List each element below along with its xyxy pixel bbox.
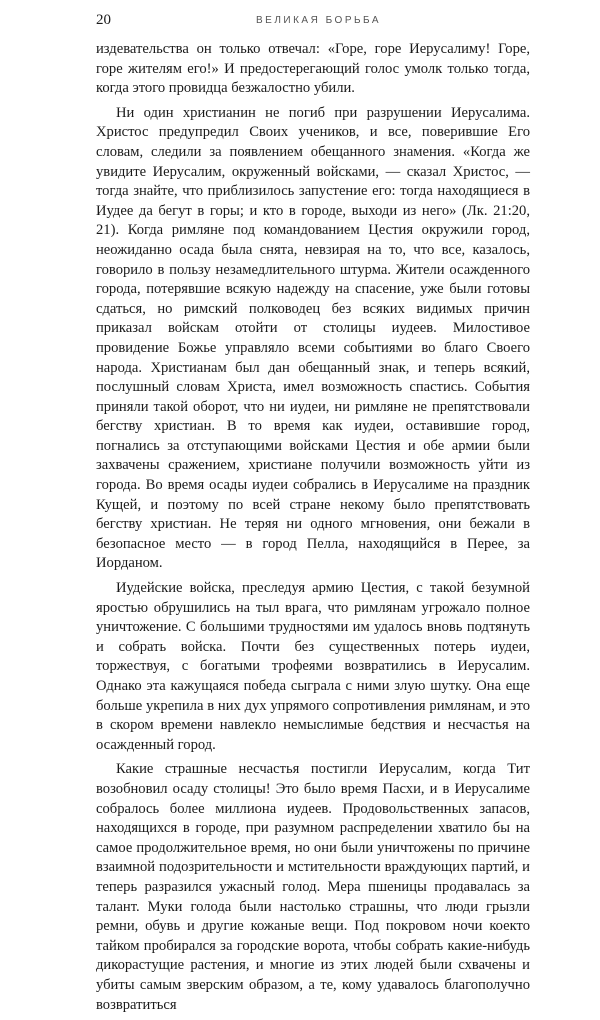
paragraph: Ни один христианин не погиб при разрушении Иерусалима. Христос предупредил Своих учеников, и все, поверившие Его словам, следили за появлением обещанного знамения. «Когда же увидите Иерусалим, окруженный войсками, — сказал Христос, — тогда знайте, что приблизилось запустение его: тогда находящиеся в Иудее да бегут в горы; и кто в городе, выходи из него» (Лк. 21:20, 21). Когда римляне под командованием Цестия окружили город, неожиданно осада была снята, невзирая на то, что все, казалось, говорило в пользу незамедлительного штурма. Жители осажденного города, потерявшие всякую надежду на спасение, уже были готовы сдаться, но римский полководец без всяких видимых причин приказал войскам отойти от столицы иудеев. Милостивое провидение Божье управляло всеми событиями во благо Своего народа. Христианам был дан обещанный знак, и теперь всякий, послушный словам Христа, имел возможность спастись. События приняли такой оборот, что ни иудеи, ни римляне не препятствовали бегству христиан. В то время как иудеи, оставившие город, погнались за отступающими войсками Цестия и обе армии были захвачены сражением, христиане получили возможность уйти из города. Во время осады иудеи собрались в Иерусалиме на праздник Кущей, и поэтому по всей стране некому было препятствовать бегству христиан. Не теряя ни одного мгновения, они бежали в безопасное место — в город Пелла, находящийся в Перее, за Иорданом.	[96, 104, 530, 572]
paragraph: Какие страшные несчастья постигли Иерусалим, когда Тит возобновил осаду столицы! Это было время Пасхи, и в Иерусалиме собралось более миллиона иудеев. Продовольственных запасов, находящихся в городе, при разумном распределении хватило бы на самое продолжительное время, но они были уничтожены по причине взаимной подозрительности и мстительности враждующих партий, и теперь разразился ужасный голод. Мера пшеницы продавалась за талант. Муки голода были настолько страшны, что люди грызли ремни, обувь и другие кожаные вещи. Под покровом ночи коекто тайком пробирался за городские ворота, чтобы собрать какие-нибудь дикорастущие растения, и многие из этих людей были схвачены и убиты самым зверским образом, а те, кому удавалось благополучно возвратиться	[96, 761, 530, 1013]
page-number: 20	[96, 12, 111, 28]
paragraph-continuation: издевательства он только отвечал: «Горе, горе Иерусалиму! Горе, горе жителям его!» И предостерегающий голос умолк только тогда, когда этого провидца безжалостно убили.	[96, 41, 530, 97]
page-header	[96, 12, 530, 32]
body-text	[96, 40, 530, 1020]
paragraph: Иудейские войска, преследуя армию Цестия, с такой безумной яростью обрушились на тыл врага, что римлянам угрожало полное уничтожение. С большими трудностями им удалось вновь подтянуть и собрать войска. Почти без существенных потерь иудеи, торжествуя, с богатыми трофеями возвратились в Иерусалим. Однако эта кажущаяся победа сыграла с ними злую шутку. Она еще больше укрепила в них дух упрямого сопротивления римлянам, и это в скором времени навлекло немыслимые бедствия и несчастья на осажденный город.	[96, 580, 530, 753]
running-title: ВЕЛИКАЯ БОРЬБА	[256, 15, 382, 26]
